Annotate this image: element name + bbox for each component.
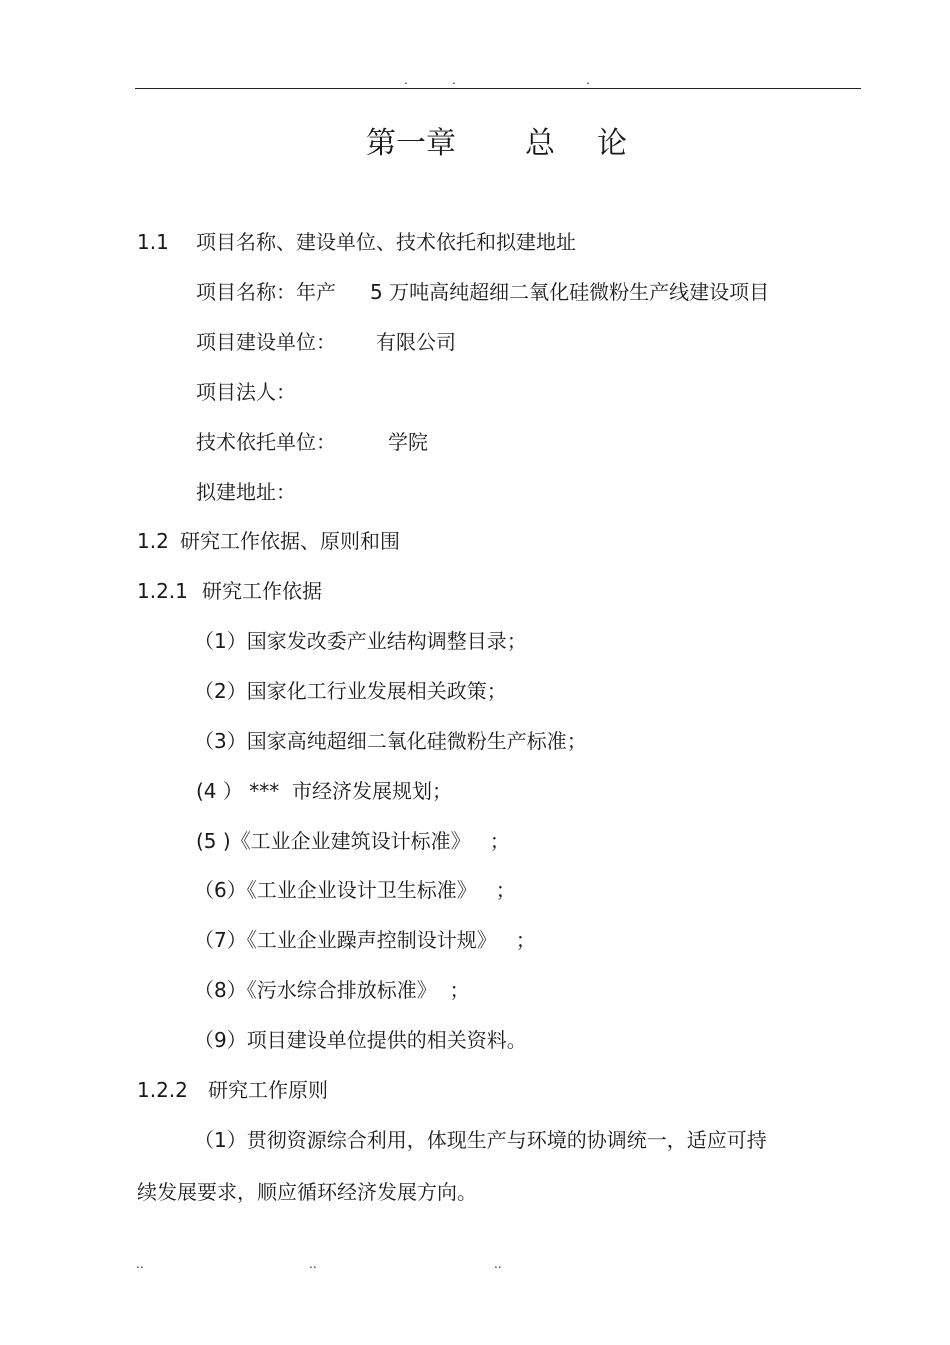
subsection-number: 1.2.1 <box>137 579 188 603</box>
section-heading: 研究工作依据、原则和围 <box>180 529 400 553</box>
list-item-text: 国家化工行业发展相关政策； <box>246 679 507 703</box>
list-item <box>194 627 527 655</box>
list-item-number: （6） <box>194 878 247 902</box>
site-label: 拟建地址： <box>196 480 296 504</box>
list-item-number: （1） <box>194 629 247 653</box>
list-item-text: 《工业企业建筑设计标准》 ； <box>230 829 510 853</box>
list-item-text: 《工业企业设计卫生标准》 ； <box>246 878 516 902</box>
footer-dot: .. <box>494 1257 502 1271</box>
list-item-number: （2） <box>194 679 247 703</box>
project-unit-value: 有限公司 <box>376 330 456 354</box>
chapter-title-char-2: 论 <box>597 126 627 161</box>
project-name-label: 项目名称：年产 <box>196 280 336 304</box>
header-dot: . <box>452 73 456 87</box>
header-dot: . <box>586 73 590 87</box>
project-legal-label: 项目法人： <box>196 380 296 404</box>
list-item <box>194 1026 527 1054</box>
footer-dot: .. <box>309 1257 317 1271</box>
chapter-label: 第一章 <box>366 126 456 161</box>
list-item-text: 国家发改委产业结构调整目录； <box>246 629 527 653</box>
list-item-number: (4 ） <box>196 779 243 803</box>
footer-dot: .. <box>136 1257 144 1271</box>
list-item-text: 《污水综合排放标准》 ； <box>246 978 470 1002</box>
section-number: 1.2 <box>137 529 169 553</box>
section-heading: 项目名称、建设单位、技术依托和拟建地址 <box>196 230 576 254</box>
list-item-text: *** 市经济发展规划； <box>249 779 452 803</box>
header-rule <box>135 88 861 89</box>
list-item <box>196 777 452 805</box>
list-item <box>194 926 536 954</box>
paragraph-line: （1）贯彻资源综合利用，体现生产与环境的协调统一，适应可持 <box>194 1128 767 1152</box>
list-item-text: 项目建设单位提供的相关资料。 <box>246 1028 527 1052</box>
list-item <box>194 976 469 1004</box>
list-item-number: （3） <box>194 729 247 753</box>
header-dot: . <box>404 73 408 87</box>
tech-unit-value: 学院 <box>388 430 428 454</box>
subsection-heading: 研究工作依据 <box>202 579 322 603</box>
list-item-number: （9） <box>194 1028 247 1052</box>
list-item-number: (5 ) <box>196 829 231 853</box>
tech-unit-label: 技术依托单位： <box>196 430 336 454</box>
list-item <box>194 677 507 705</box>
paragraph-line: 续发展要求，顺应循环经济发展方向。 <box>137 1180 477 1204</box>
project-unit-label: 项目建设单位： <box>196 330 336 354</box>
subsection-number: 1.2.2 <box>137 1078 188 1102</box>
list-item-number: （8） <box>194 978 247 1002</box>
list-item-text: 国家高纯超细二氧化硅微粉生产标准； <box>246 729 587 753</box>
list-item <box>196 827 510 855</box>
subsection-heading: 研究工作原则 <box>208 1078 328 1102</box>
list-item <box>194 876 516 904</box>
chapter-title-char-1: 总 <box>525 126 555 161</box>
list-item <box>194 727 587 755</box>
list-item-number: （7） <box>194 928 247 952</box>
list-item-text: 《工业企业躁声控制设计规》 ； <box>246 928 536 952</box>
project-name-value: 5 万吨高纯超细二氧化硅微粉生产线建设项目 <box>370 280 770 304</box>
section-number: 1.1 <box>137 230 169 254</box>
